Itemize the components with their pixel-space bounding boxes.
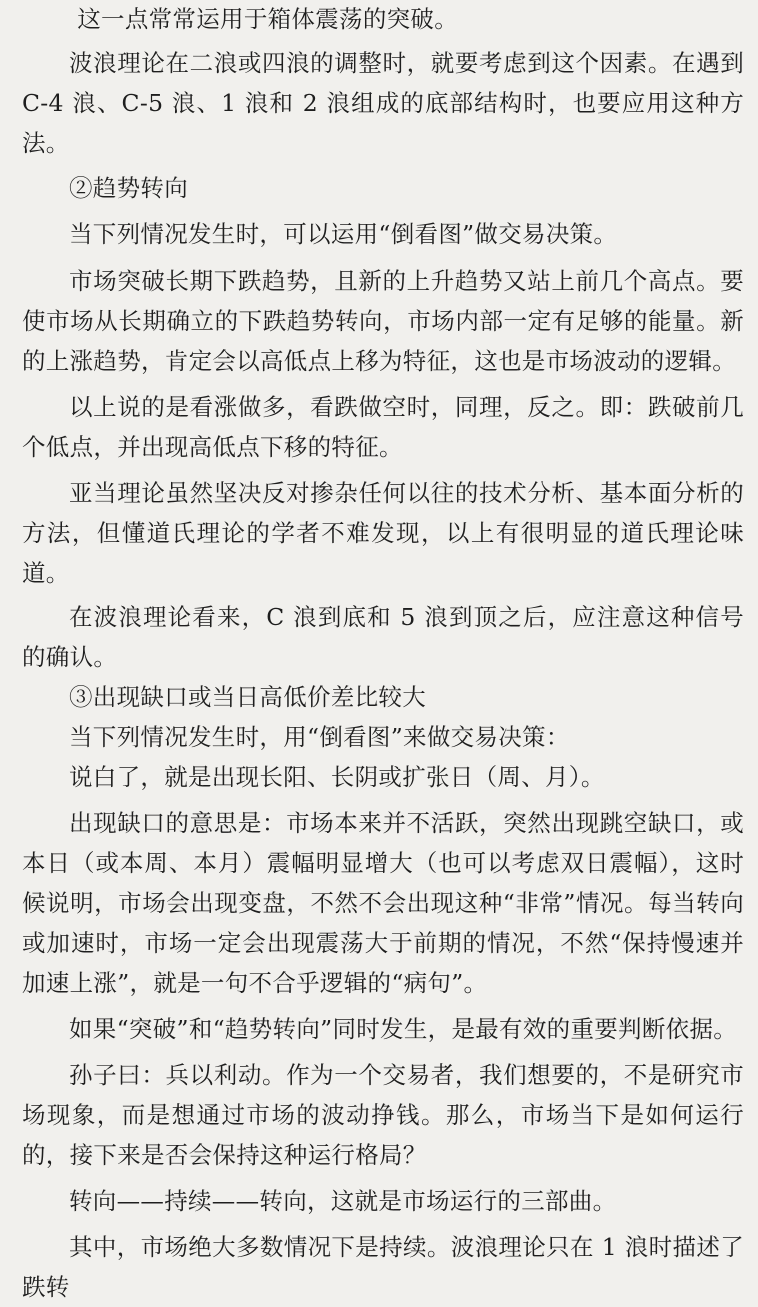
paragraph-11: 如果“突破”和“趋势转向”同时发生，是最有效的重要判断依据。 [69, 1015, 738, 1043]
section-heading-gap: ③出现缺口或当日高低价差比较大 [69, 683, 426, 711]
paragraph-1: 这一点常常运用于箱体震荡的突破。 [77, 5, 459, 33]
paragraph-12: 孙子曰：兵以利动。作为一个交易者，我们想要的，不是研究市场现象，而是想通过市场的波动挣钱。那么，市场当下是如何运行的，接下来是否会保持这种运行格局？ [22, 1061, 744, 1169]
paragraph-3: 当下列情况发生时，可以运用“倒看图”做交易决策。 [69, 220, 618, 248]
paragraph-7: 在波浪理论看来，C 浪到底和 5 浪到顶之后，应注意这种信号的确认。 [22, 603, 744, 671]
paragraph-8: 当下列情况发生时，用“倒看图”来做交易决策： [69, 723, 570, 751]
section-heading-trend-reversal: ②趋势转向 [69, 174, 188, 202]
paragraph-9: 说白了，就是出现长阳、长阴或扩张日（周、月）。 [69, 763, 605, 791]
paragraph-4: 市场突破长期下跌趋势，且新的上升趋势又站上前几个高点。要使市场从长期确立的下跌趋势转向，市场内部一定有足够的能量。新的上涨趋势，肯定会以高低点上移为特征，这也是市场波动的逻辑。 [22, 267, 744, 375]
paragraph-13: 转向——持续——转向，这就是市场运行的三部曲。 [69, 1187, 617, 1215]
paragraph-14: 其中，市场绝大多数情况下是持续。波浪理论只在 1 浪时描述了跌转 [22, 1233, 744, 1301]
paragraph-6: 亚当理论虽然坚决反对掺杂任何以往的技术分析、基本面分析的方法，但懂道氏理论的学者不难发现，以上有很明显的道氏理论味道。 [22, 479, 744, 587]
paragraph-10: 出现缺口的意思是：市场本来并不活跃，突然出现跳空缺口，或本日（或本周、本月）震幅明显增大（也可以考虑双日震幅），这时候说明，市场会出现变盘，不然不会出现这种“非常”情况。每当转向或加速时，市场一定会出现震荡大于前期的情况，不然“保持慢速并加速上涨”，就是一句不合乎逻辑的“病句”。 [22, 809, 744, 997]
paragraph-2: 波浪理论在二浪或四浪的调整时，就要考虑到这个因素。在遇到 C-4 浪、C-5 浪、1 浪和 2 浪组成的底部结构时，也要应用这种方法。 [22, 49, 744, 157]
paragraph-5: 以上说的是看涨做多，看跌做空时，同理，反之。即：跌破前几个低点，并出现高低点下移的特征。 [22, 393, 744, 461]
